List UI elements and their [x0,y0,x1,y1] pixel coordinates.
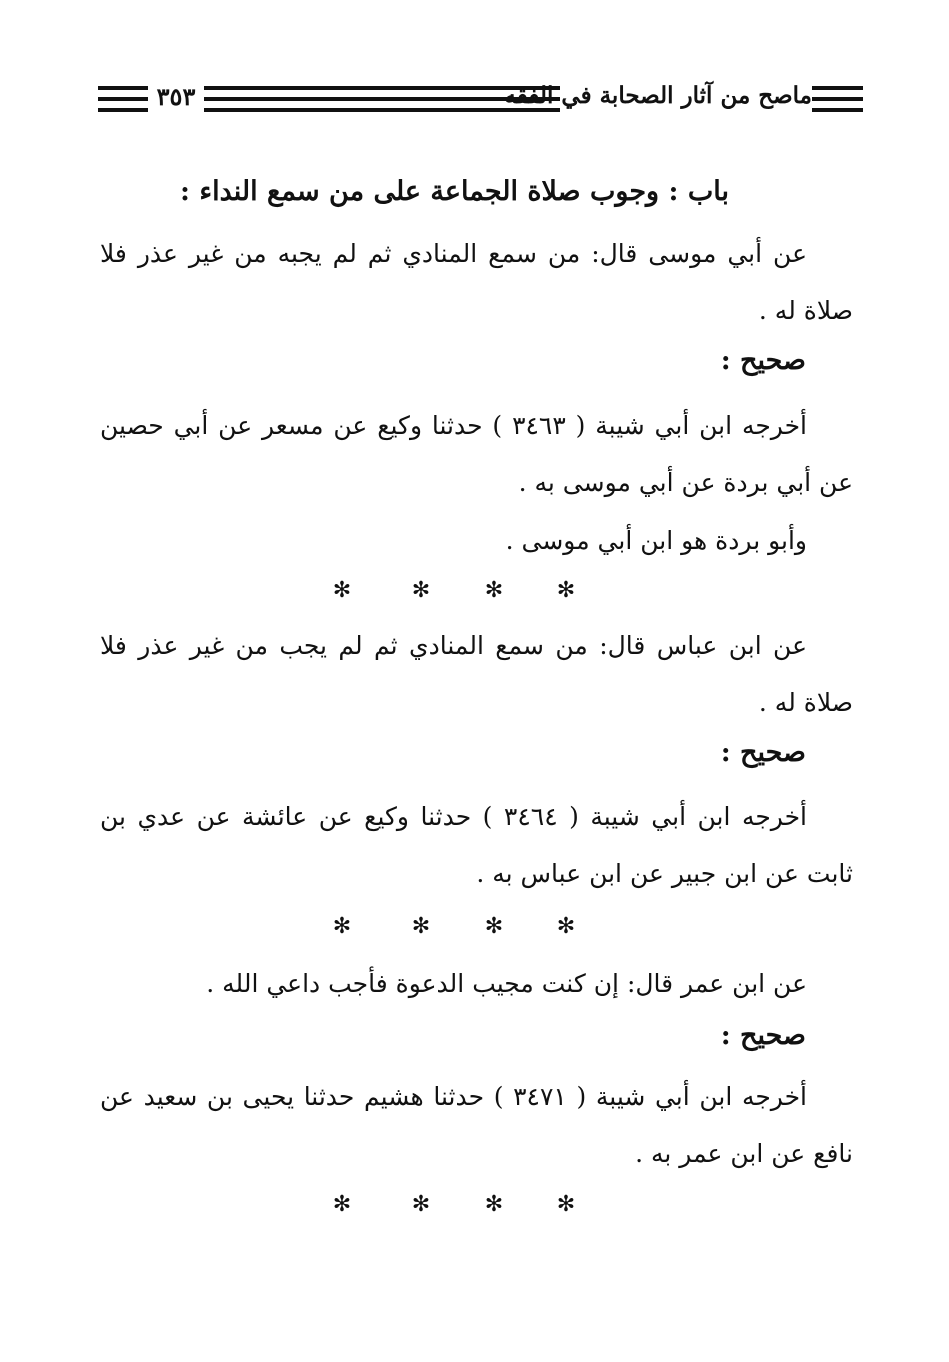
star-ornament-icon: ✻ [332,914,352,939]
star-ornament-icon: ✻ [556,578,576,603]
running-title: ماصح من آثار الصحابة في الفقه [504,82,812,109]
star-ornament-icon: ✻ [556,1192,576,1217]
takhrij-paragraph: أخرجه ابن أبي شيبة ( ٣٤٦٤ ) حدثنا وكيع عن عائشة عن عدي بن ثابت عن ابن جبير عن ابن عباس به . [100,802,853,888]
section-separator [0,576,949,606]
verdict-heading: صحيح : [720,345,806,376]
verdict-heading: صحيح : [720,737,806,768]
note-paragraph: وأبو بردة هو ابن أبي موسى . [505,526,807,555]
chapter-title: باب : وجوب صلاة الجماعة على من سمع النداء : [180,176,729,207]
section-separator [0,912,949,942]
takhrij-paragraph: أخرجه ابن أبي شيبة ( ٣٤٦٣ ) حدثنا وكيع عن مسعر عن أبي حصين عن أبي بردة عن أبي موسى به . [100,411,853,497]
star-ornament-icon: ✻ [484,578,504,603]
narration-paragraph: عن أبي موسى قال: من سمع المنادي ثم لم يجبه من غير عذر فلا صلاة له . [100,239,853,325]
header-rule-right [812,86,863,112]
star-ornament-icon: ✻ [484,914,504,939]
running-header [98,80,863,120]
page-number: ٣٥٣ [156,82,196,111]
verdict-heading: صحيح : [720,1020,806,1051]
section-separator [0,1190,949,1220]
star-ornament-icon: ✻ [332,578,352,603]
star-ornament-icon: ✻ [556,914,576,939]
star-ornament-icon: ✻ [332,1192,352,1217]
star-ornament-icon: ✻ [484,1192,504,1217]
narration-paragraph: عن ابن عمر قال: إن كنت مجيب الدعوة فأجب داعي الله . [206,969,807,998]
narration-paragraph: عن ابن عباس قال: من سمع المنادي ثم لم يجب من غير عذر فلا صلاة له . [100,631,853,717]
star-ornament-icon: ✻ [411,1192,431,1217]
star-ornament-icon: ✻ [411,914,431,939]
header-rule-left [98,86,148,112]
star-ornament-icon: ✻ [411,578,431,603]
takhrij-paragraph: أخرجه ابن أبي شيبة ( ٣٤٧١ ) حدثنا هشيم حدثنا يحيى بن سعيد عن نافع عن ابن عمر به . [100,1082,853,1168]
